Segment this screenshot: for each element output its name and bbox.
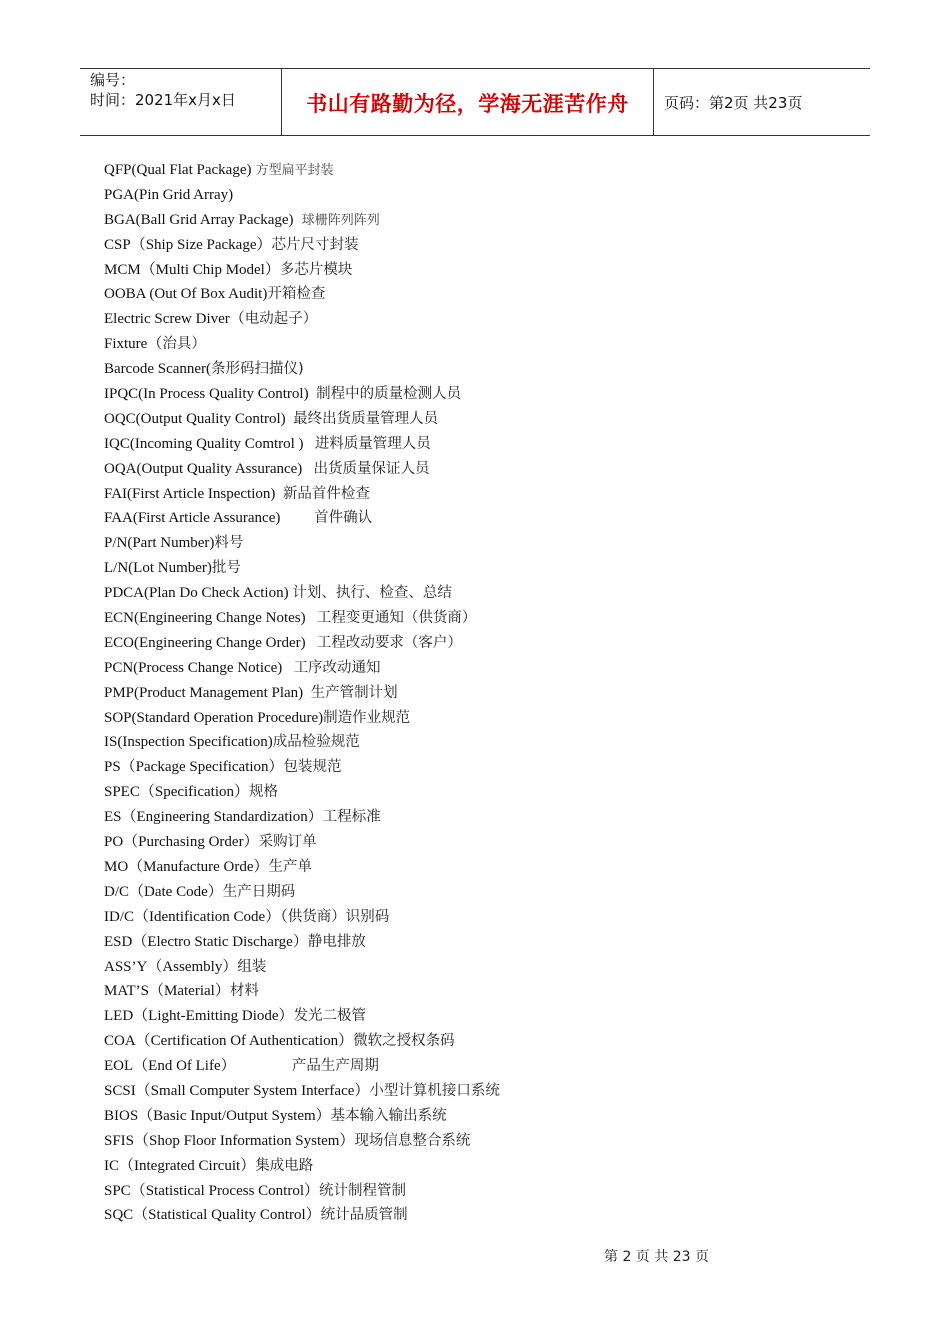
- glossary-description: 发光二极管: [293, 1008, 367, 1025]
- glossary-term: OQC(Output Quality Control): [104, 410, 294, 427]
- glossary-term: OOBA (Out Of Box Audit): [104, 286, 268, 303]
- glossary-entry: [104, 307, 884, 332]
- header-motto: 书山有路勤为径，学海无涯苦作舟: [306, 92, 629, 116]
- glossary-entry: [104, 1203, 884, 1228]
- glossary-term: PMP(Product Management Plan): [104, 684, 311, 701]
- glossary-description: 治具）: [162, 336, 206, 353]
- page-header: [80, 68, 870, 136]
- glossary-entry: [104, 1179, 884, 1204]
- glossary-description: 统计制程管制: [319, 1182, 407, 1199]
- glossary-entry: [104, 382, 884, 407]
- glossary-description: 制程中的质量检测人员: [316, 386, 462, 403]
- glossary-entry: [104, 780, 884, 805]
- glossary-entry: [104, 407, 884, 432]
- glossary-entry: [104, 556, 884, 581]
- glossary-list: [104, 158, 884, 1228]
- glossary-description: 微软之授权条码: [353, 1033, 455, 1050]
- glossary-description: 计划、执行、检查、总结: [292, 585, 452, 602]
- glossary-description: 出货质量保证人员: [313, 460, 430, 477]
- glossary-description: 批号: [211, 560, 241, 577]
- glossary-entry: [104, 1129, 884, 1154]
- glossary-term: ASS’Y（Assembly）: [104, 958, 238, 975]
- glossary-entry: [104, 905, 884, 930]
- glossary-term: PS（Package Specification）: [104, 759, 284, 776]
- glossary-description: 生产管制计划: [310, 684, 398, 701]
- glossary-entry: [104, 755, 884, 780]
- glossary-description: 产品生产周期: [291, 1058, 379, 1075]
- glossary-term: PCN(Process Change Notice): [104, 659, 294, 676]
- glossary-entry: [104, 830, 884, 855]
- header-meta: [80, 69, 281, 135]
- glossary-term: FAI(First Article Inspection): [104, 485, 283, 502]
- glossary-entry: [104, 606, 884, 631]
- glossary-term: ECN(Engineering Change Notes): [104, 610, 317, 627]
- glossary-term: CSP（Ship Size Package）: [104, 236, 272, 253]
- glossary-description: 静电排放: [307, 933, 366, 950]
- glossary-term: SPC（Statistical Process Control）: [104, 1182, 320, 1199]
- glossary-entry: [104, 158, 884, 183]
- glossary-description: 基本输入输出系统: [330, 1107, 447, 1124]
- glossary-description: 供货商）识别码: [287, 908, 390, 925]
- glossary-entry: [104, 1004, 884, 1029]
- glossary-entry: [104, 482, 884, 507]
- glossary-term: Electric Screw Diver（: [104, 311, 245, 328]
- glossary-entry: [104, 930, 884, 955]
- glossary-entry: [104, 432, 884, 457]
- glossary-description: 球栅阵列阵列: [293, 212, 380, 228]
- glossary-description: 电动起子）: [244, 311, 318, 328]
- glossary-entry: [104, 1079, 884, 1104]
- glossary-description: 采购订单: [258, 834, 317, 851]
- glossary-entry: [104, 1029, 884, 1054]
- glossary-description: 现场信息整合系统: [354, 1132, 471, 1149]
- glossary-entry: [104, 979, 884, 1004]
- glossary-description: 材料: [229, 983, 259, 1000]
- glossary-entry: [104, 457, 884, 482]
- page-footer: 第 2 页 共 23 页: [604, 1249, 709, 1265]
- glossary-entry: [104, 730, 884, 755]
- glossary-entry: [104, 581, 884, 606]
- glossary-term: QFP(Qual Flat Package): [104, 162, 252, 178]
- glossary-entry: [104, 656, 884, 681]
- glossary-term: D/C（Date Code）: [104, 883, 223, 900]
- glossary-term: OQA(Output Quality Assurance): [104, 460, 314, 477]
- glossary-term: FAA(First Article Assurance): [104, 510, 315, 527]
- glossary-term: EOL（End Of Life）: [104, 1058, 292, 1075]
- glossary-entry: [104, 531, 884, 556]
- glossary-term: PO（Purchasing Order）: [104, 834, 259, 851]
- glossary-entry: [104, 258, 884, 283]
- glossary-entry: [104, 208, 884, 233]
- glossary-description: 芯片尺寸封装: [271, 236, 359, 253]
- glossary-entry: [104, 855, 884, 880]
- glossary-term: Fixture（: [104, 336, 163, 353]
- header-motto-cell: [281, 69, 654, 135]
- glossary-description: 组装: [237, 958, 267, 975]
- glossary-term: SPEC（Specification）: [104, 784, 249, 801]
- glossary-entry: [104, 631, 884, 656]
- glossary-term: BGA(Ball Grid Array Package): [104, 211, 294, 228]
- glossary-entry: [104, 880, 884, 905]
- document-number-label: 编号：: [90, 71, 136, 89]
- glossary-term: COA（Certification Of Authentication）: [104, 1033, 354, 1050]
- glossary-description: 开箱检查: [267, 286, 326, 303]
- glossary-description: 小型计算机接口系统: [369, 1082, 500, 1099]
- glossary-description: 统计品质管制: [320, 1207, 408, 1224]
- glossary-entry: [104, 506, 884, 531]
- glossary-description: 工序改动通知: [293, 659, 381, 676]
- glossary-description: 进料质量管理人员: [314, 435, 431, 452]
- glossary-description: 最终出货质量管理人员: [293, 410, 439, 427]
- glossary-description: 集成电路: [255, 1157, 314, 1174]
- glossary-description: 生产单: [268, 858, 313, 875]
- glossary-term: ECO(Engineering Change Order): [104, 634, 317, 651]
- glossary-term: L/N(Lot Number): [104, 560, 212, 577]
- glossary-entry: [104, 805, 884, 830]
- glossary-entry: [104, 955, 884, 980]
- glossary-entry: [104, 1154, 884, 1179]
- glossary-description: 工程标准: [322, 809, 381, 826]
- header-page-cell: [654, 69, 870, 135]
- glossary-term: IQC(Incoming Quality Comtrol ): [104, 435, 315, 452]
- glossary-entry: [104, 282, 884, 307]
- glossary-term: IC（Integrated Circuit）: [104, 1157, 256, 1174]
- glossary-entry: [104, 706, 884, 731]
- glossary-term: SCSI（Small Computer System Interface）: [104, 1082, 370, 1099]
- glossary-term: SQC（Statistical Quality Control）: [104, 1207, 321, 1224]
- glossary-term: PDCA(Plan Do Check Action): [104, 585, 293, 602]
- glossary-term: MO（Manufacture Orde）: [104, 858, 269, 875]
- glossary-term: LED（Light-Emitting Diode）: [104, 1008, 294, 1025]
- glossary-entry: [104, 233, 884, 258]
- glossary-term: ESD（Electro Static Discharge）: [104, 933, 308, 950]
- glossary-description: 多芯片模块: [279, 261, 353, 278]
- glossary-term: BIOS（Basic Input/Output System）: [104, 1107, 331, 1124]
- glossary-description: 规格: [249, 784, 278, 801]
- glossary-description: 制造作业规范: [323, 709, 411, 726]
- glossary-term: MAT’S（Material）: [104, 983, 230, 1000]
- glossary-description: 生产日期码: [222, 883, 296, 900]
- glossary-entry: [104, 183, 884, 208]
- glossary-entry: [104, 681, 884, 706]
- glossary-term: Barcode Scanner(: [104, 361, 212, 378]
- glossary-entry: [104, 1054, 884, 1079]
- glossary-term: P/N(Part Number): [104, 535, 215, 552]
- glossary-term: SOP(Standard Operation Procedure): [104, 709, 324, 726]
- glossary-term: SFIS（Shop Floor Information System）: [104, 1132, 355, 1149]
- glossary-entry: [104, 332, 884, 357]
- glossary-description: 工程变更通知（供货商）: [316, 610, 477, 627]
- header-page-label: 页码：第2页 共23页: [664, 93, 803, 112]
- glossary-description: 料号: [214, 535, 244, 552]
- glossary-description: 条形码扫描仪): [211, 361, 304, 378]
- glossary-entry: [104, 357, 884, 382]
- glossary-term: ES（Engineering Standardization）: [104, 809, 323, 826]
- glossary-term: IS(Inspection Specification): [104, 734, 273, 751]
- glossary-term: ID/C（Identification Code）（: [104, 908, 288, 925]
- glossary-description: 新品首件检查: [282, 485, 370, 502]
- glossary-term: MCM（Multi Chip Model）: [104, 261, 280, 278]
- glossary-description: 方型扁平封装: [251, 163, 334, 178]
- glossary-description: 成品检验规范: [272, 734, 360, 751]
- glossary-description: 包装规范: [283, 759, 342, 776]
- glossary-description: 工程改动要求（客户）: [316, 634, 462, 651]
- glossary-term: PGA(Pin Grid Array): [104, 186, 234, 203]
- glossary-description: 首件确认: [314, 510, 373, 527]
- glossary-term: IPQC(In Process Quality Control): [104, 386, 317, 403]
- document-time-label: 时间：2021年x月x日: [90, 91, 236, 109]
- glossary-entry: [104, 1104, 884, 1129]
